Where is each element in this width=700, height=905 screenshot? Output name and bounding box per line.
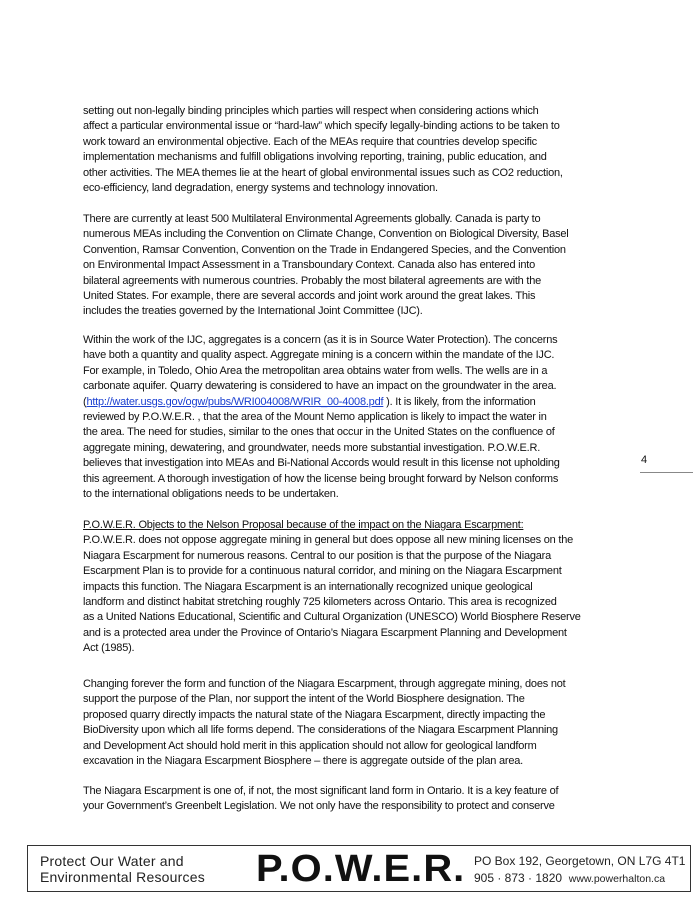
text-line: landform and distinct habitat stretching roughly 725 kilometers across Ontario. This area is recognized — [83, 596, 557, 609]
section-niagara-escarpment — [83, 518, 581, 657]
text-line: aggregate mining, dewatering, and groundwater, needs more substantial investigation. P.O.W.E.R. — [83, 441, 541, 454]
link-prefix: ( — [83, 395, 87, 408]
section-heading: P.O.W.E.R. Objects to the Nelson Proposal because of the impact on the Niagara Escarpment: — [83, 519, 524, 531]
paragraph-ijc-aggregates — [83, 333, 560, 502]
text-line: believes that investigation into MEAs and Bi-National Accords would result in this license not upholding — [83, 457, 560, 470]
paragraph-canada-meas — [83, 212, 569, 320]
text-line: your Government’s Greenbelt Legislation. We not only have the responsibility to protect and conserve — [83, 800, 555, 813]
page-number: 4 — [641, 454, 648, 466]
text-line: to the international obligations needs to be undertaken. — [83, 488, 339, 501]
footer-address: PO Box 192, Georgetown, ON L7G 4T1 — [474, 854, 686, 868]
text-line: Convention, Ramsar Convention, Convention on the Trade in Endangered Species, and the Convention — [83, 243, 566, 256]
paragraph-mea-principles — [83, 104, 563, 196]
link-suffix: ). It is likely, from the information — [383, 395, 536, 408]
text-line: carbonate aquifer. Quarry dewatering is considered to have an impact on the groundwater in the area. — [83, 380, 557, 393]
footer-contact — [474, 853, 685, 888]
tagline-line-2: Environmental Resources — [40, 869, 205, 885]
text-line: eco-efficiency, land degradation, energy systems and technology innovation. — [83, 182, 438, 195]
text-line: implementation mechanisms and fulfill obligations involving reporting, training, public education, and — [83, 151, 547, 164]
text-line: affect a particular environmental issue or “hard-law” which specify legally-binding actions to be taken to — [83, 120, 560, 133]
link-line — [83, 395, 560, 410]
text-line: this agreement. A thorough investigation of how the license being brought forward by Nelson conforms — [83, 472, 559, 485]
tagline-line-1: Protect Our Water and — [40, 853, 184, 869]
text-line: have both a quantity and quality aspect. Aggregate mining is a concern within the mandate of the IJC. — [83, 349, 555, 362]
text-line: the area. The need for studies, similar to the ones that occur in the United States on the confluence of — [83, 426, 555, 439]
text-line: other activities. The MEA themes lie at the heart of global environmental issues such as CO2 reduction, — [83, 166, 563, 179]
text-line: proposed quarry directly impacts the natural state of the Niagara Escarpment, directly impacting the — [83, 708, 546, 721]
text-line: bilateral agreements with numerous countries. Probably the most bilateral agreements are with the — [83, 274, 542, 287]
text-line: Within the work of the IJC, aggregates is a concern (as it is in Source Water Protection). The concerns — [83, 334, 558, 346]
power-logo: P.O.W.E.R. — [256, 848, 466, 890]
text-line: includes the treaties governed by the International Joint Committee (IJC). — [83, 305, 423, 318]
text-line: reviewed by P.O.W.E.R. , that the area of the Mount Nemo application is likely to impact the water in — [83, 411, 547, 424]
text-line: impacts this function. The Niagara Escarpment is an internationally recognized unique geological — [83, 580, 533, 593]
text-line: Act (1985). — [83, 642, 135, 655]
text-line: numerous MEAs including the Convention on Climate Change, Convention on Biological Diversity, Basel — [83, 228, 569, 241]
text-line: P.O.W.E.R. does not oppose aggregate mining in general but does oppose all new mining licenses on the — [83, 534, 574, 547]
text-line: and is a protected area under the Province of Ontario’s Niagara Escarpment Planning and Development — [83, 626, 567, 639]
footer-phone: 905 · 873 · 1820 — [474, 871, 563, 885]
text-line: Escarpment Plan is to provide for a continuous natural corridor, and mining on the Niagara Escarpment — [83, 565, 562, 578]
footer-website: www.powerhalton.ca — [568, 873, 666, 885]
text-line: excavation in the Niagara Escarpment Biosphere – there is aggregate outside of the plan area. — [83, 755, 523, 768]
usgs-report-link[interactable]: http://water.usgs.gov/ogw/pubs/WRI004008/WRIR_00-4008.pdf — [86, 395, 384, 408]
text-line: BioDiversity upon which all life forms depend. The considerations of the Niagara Escarpment Planning — [83, 724, 558, 737]
paragraph-significant-landform — [83, 784, 558, 815]
footer-tagline — [40, 853, 205, 885]
text-line: Changing forever the form and function of the Niagara Escarpment, through aggregate mining, does not — [83, 678, 566, 690]
text-line: as a United Nations Educational, Scientific and Cultural Organization (UNESCO) World Biosphere Reserve — [83, 611, 581, 624]
text-line: on Environmental Impact Assessment in a Transboundary Context. Canada also has entered into — [83, 259, 536, 272]
text-line: support the purpose of the Plan, nor support the intent of the World Biosphere designation. The — [83, 693, 525, 706]
page-number-rule — [640, 472, 693, 473]
text-line: Niagara Escarpment for numerous reasons. Central to our position is that the purpose of the Niagara — [83, 549, 551, 562]
text-line: United States. For example, there are several accords and joint work around the great lakes. This — [83, 290, 536, 303]
paragraph-changing-forever — [83, 677, 565, 769]
text-line: work toward an environmental objective. Each of the MEAs require that countries develop specific — [83, 135, 537, 148]
text-line: setting out non-legally binding principles which parties will respect when considering actions which — [83, 105, 539, 117]
text-line: For example, in Toledo, Ohio Area the metropolitan area obtains water from wells. The wells are in a — [83, 364, 548, 377]
text-line: The Niagara Escarpment is one of, if not, the most significant land form in Ontario. It is a key feature of — [83, 785, 559, 797]
text-line: and Development Act should hold merit in this application should not allow for geological landform — [83, 739, 537, 752]
letterhead-footer — [27, 845, 691, 892]
text-line: There are currently at least 500 Multilateral Environmental Agreements globally. Canada is party to — [83, 213, 541, 225]
